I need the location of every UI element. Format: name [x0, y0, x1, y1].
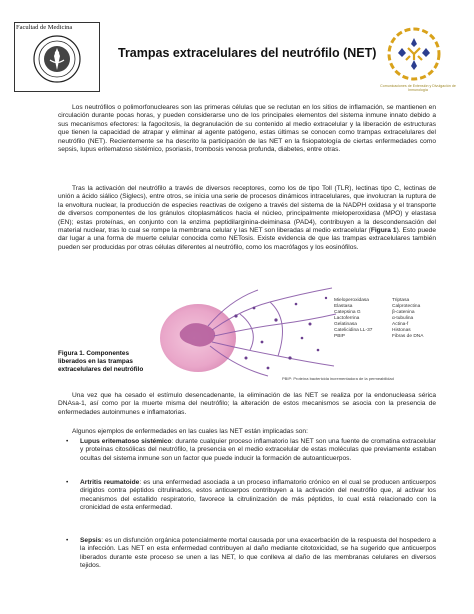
figure-label: Catepsina G [334, 310, 361, 315]
figure-label: Gelatinasa [334, 322, 357, 327]
figure-label: Lactoferrina [334, 316, 360, 321]
figure-label: Triptasa [392, 298, 410, 303]
bullet-lupus [58, 438, 436, 463]
figure-label: α-tubulina [392, 316, 414, 321]
immunology-logo-icon [386, 26, 442, 82]
bullet-text: : durante cualquier proceso inflamatorio las NET son una fuente de cromatina extracelular y proteínas citosólicas del neutrófilo, la presencia en el medio extracelular de estas moléculas que previamente estaban ocultas del sistema inmune son un factor que puede inducir la formación de autoanticuerpos. [80, 438, 436, 462]
figure-label: Histonas [392, 328, 411, 333]
bullet-artritis [58, 479, 436, 513]
figure-label: Catelicidina LL-37 [334, 328, 373, 333]
activation-text-b: ). Esto puede dar lugar a una forma de muerte celular conocida como NETosis. Existe evidencia de que las trampas extracelulares también pueden ser producidas por otras células diferentes al neutrófilo, como los macrófagos y los eosinófilos. [58, 227, 436, 251]
figure-labels-column-1 [334, 298, 372, 340]
faculty-label: Facultad de Medicina [16, 24, 73, 31]
figure-label: Actina-f [392, 322, 409, 327]
bullet-term: Sepsis [80, 537, 102, 544]
activation-text-a: Tras la activación del neutrófilo a través de diversos receptores, como los de tipo Toll (TLR), lectinas tipo C, lectinas de unión a ácido siálico (Siglecs), entre otros, se inicia una serie de procesos dinámicos intracelulares, que involucran la ruptura de la envoltura nuclear, la producción de especies reactivas de oxígeno a través del sistema de la NADPH oxidasa y el transporte de diversos componentes de los gránulos citoplasmáticos hacia el núcleo, principalmente mieloperoxidasa (MPO) y elastasa (EN); estas proteínas, en conjunto con la enzima peptidilarginina-deiminasa (PAD4), contribuyen a la descondensación del material nuclear, tras lo cual se rompe la membrana celular y las NET son liberadas al medio extracelular ( [58, 185, 436, 235]
net-illustration [150, 280, 340, 380]
figure-label: Elastasa [334, 304, 353, 309]
figure-label: β-catenina [392, 310, 415, 315]
faculty-seal-icon [32, 34, 82, 84]
elimination-paragraph: Una vez que ha cesado el estímulo desencadenante, la eliminación de las NET se realiza por la endonucleasa sérica DNAsa-1, así como por la muerte misma del neutrófilo; la alteración de estos mecanismos se asocia con la presencia de enfermedades autoinmunes e inflamatorias. [58, 392, 436, 416]
page-title: Trampas extracelulares del neutrófilo (NET) [118, 46, 377, 60]
figure-reference: Figura 1 [370, 227, 397, 235]
bullet-dot: • [66, 438, 69, 445]
figure-caption: Figura 1. Componentes liberados en las trampas extracelulares del neutrófilo [58, 350, 144, 373]
bullet-text: : es una enfermedad asociada a un proceso inflamatorio crónico en el cual se producen anticuerpos dirigidos contra péptidos citrulinados, estos anticuerpos contribuyen a la activación del neutrófilo que, al activar los mecanismos del estallido respiratorio, favorece la citrulinización de más péptidos, lo cual está relacionado con la cronicidad de esta enfermedad. [80, 479, 436, 512]
examples-intro: Algunos ejemplos de enfermedades en las cuales las NET están implicadas son: [72, 428, 308, 435]
logo-caption: Comunicaciones de Extensión y Divulgación de Inmunología [380, 84, 456, 93]
bullet-dot: • [66, 537, 69, 544]
intro-paragraph: Los neutrófilos o polimorfonucleares son las primeras células que se reclutan en los sitios de inflamación, se mantienen en circulación durante pocas horas, y pueden considerarse uno de los principales elementos del sistema inmune innato debido a sus mecanismos efectores: la fagocitosis, la degranulación de su contenido al medio extracelular y la liberación de estructuras que tienen la capacidad de atrapar y eliminar al agente patógeno, estas últimas se conocen como trampas extracelulares del neutrófilo (NET). Recientemente se ha descrito la participación de las NET en la fisiopatología de ciertas enfermedades como sepsis, lupus eritematoso sistémico, psoriasis, trombosis venosa profunda, diabetes, entre otras. [58, 104, 436, 154]
granule-dots [234, 297, 327, 370]
activation-paragraph [58, 185, 436, 252]
figure-label: Calprotectina [392, 304, 421, 309]
bullet-term: Lupus eritematoso sistémico [80, 438, 172, 445]
figure-label: PBIP [334, 334, 345, 339]
bullet-text: : es un disfunción orgánica potencialmente mortal causada por una exacerbación de la respuesta del hospedero a la infección. Las NET en esta enfermedad contribuyen al daño mediante citotoxicidad, se ha sugerido que anticuerpos liberados durante este proceso se unen a las NET, lo que conlleva al daño de las membranas celulares en diversos tejidos. [80, 537, 436, 570]
bullet-dot: • [66, 479, 69, 486]
bullet-sepsis [58, 537, 436, 571]
bullet-term: Artritis reumatoide [80, 479, 140, 486]
figure-labels-column-2 [392, 298, 423, 340]
figure-label: Fibras de DNA [392, 334, 424, 339]
figure-label: Mieloperoxidasa [334, 298, 369, 303]
figure-footnote: PBIP: Proteína bactericida incrementadora de la permeabilidad [282, 376, 394, 381]
